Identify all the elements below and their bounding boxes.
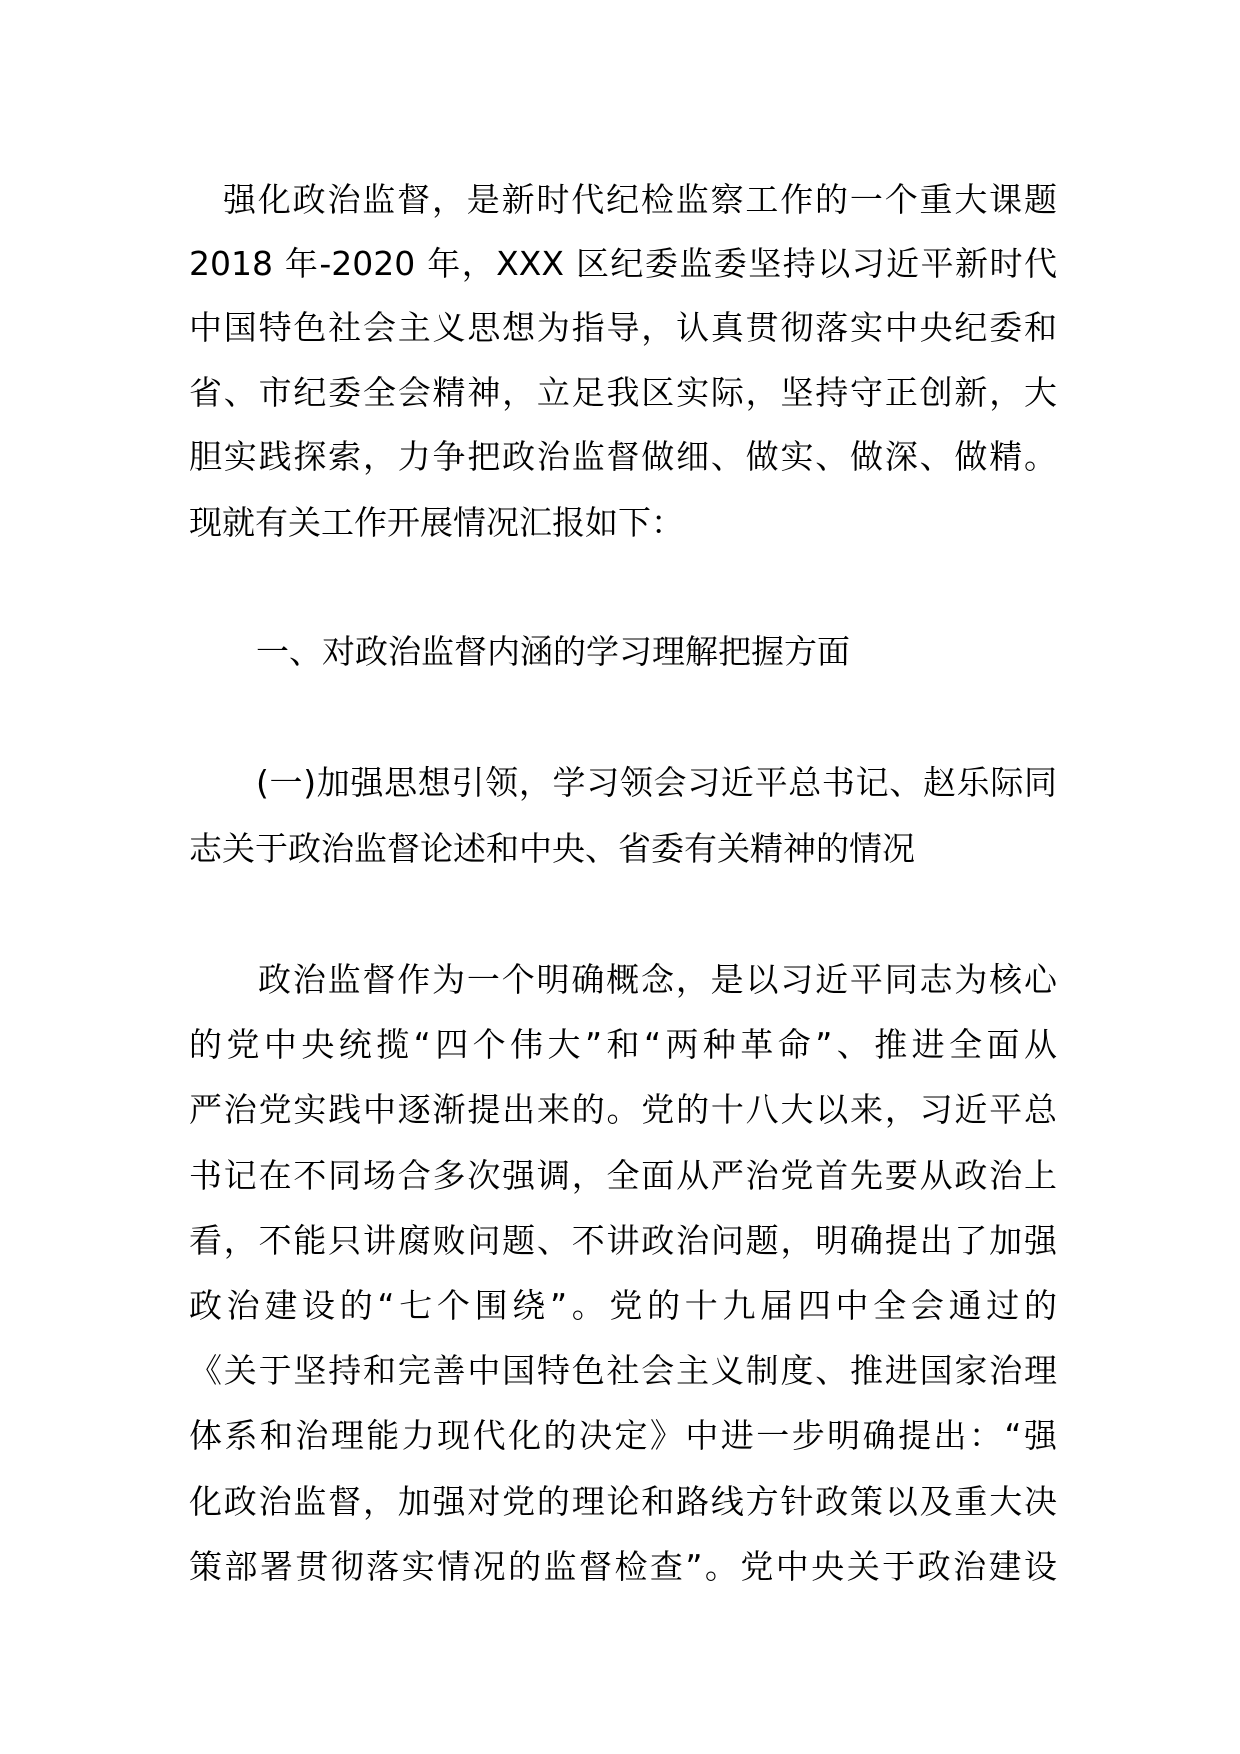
paragraph-line: 政治监督作为一个明确概念，是以习近平同志为核心 xyxy=(258,960,1057,999)
subsection-heading-line: 志关于政治监督论述和中央、省委有关精神的情况 xyxy=(189,829,915,868)
paragraph-line: 胆实践探索，力争把政治监督做细、做实、做深、做精。 xyxy=(189,437,1057,476)
paragraph-line: 的党中央统揽“四个伟大”和“两种革命”、推进全面从 xyxy=(189,1025,1057,1064)
paragraph-line: 现就有关工作开展情况汇报如下： xyxy=(189,503,684,542)
paragraph-line: 2018 年-2020 年，XXX 区纪委监委坚持以习近平新时代 xyxy=(189,244,1057,283)
section-heading: 一、对政治监督内涵的学习理解把握方面 xyxy=(256,632,850,671)
subsection-heading-line: (一)加强思想引领，学习领会习近平总书记、赵乐际同 xyxy=(256,763,1057,802)
paragraph-line: 省、市纪委全会精神，立足我区实际，坚持守正创新，大 xyxy=(189,373,1057,412)
paragraph-line: 政治建设的“七个围绕”。党的十九届四中全会通过的 xyxy=(189,1286,1057,1325)
paragraph-line: 强化政治监督，是新时代纪检监察工作的一个重大课题 xyxy=(223,180,1057,219)
paragraph-line: 《关于坚持和完善中国特色社会主义制度、推进国家治理 xyxy=(189,1351,1057,1390)
paragraph-line: 体系和治理能力现代化的决定》中进一步明确提出：“强 xyxy=(189,1416,1057,1455)
paragraph-line: 看，不能只讲腐败问题、不讲政治问题，明确提出了加强 xyxy=(189,1221,1057,1260)
paragraph-line: 中国特色社会主义思想为指导，认真贯彻落实中央纪委和 xyxy=(189,308,1057,347)
paragraph-line: 书记在不同场合多次强调，全面从严治党首先要从政治上 xyxy=(189,1156,1057,1195)
paragraph-line: 化政治监督，加强对党的理论和路线方针政策以及重大决 xyxy=(189,1482,1057,1521)
paragraph-line: 严治党实践中逐渐提出来的。党的十八大以来，习近平总 xyxy=(189,1090,1057,1129)
paragraph-line: 策部署贯彻落实情况的监督检查”。党中央关于政治建设 xyxy=(189,1547,1057,1586)
